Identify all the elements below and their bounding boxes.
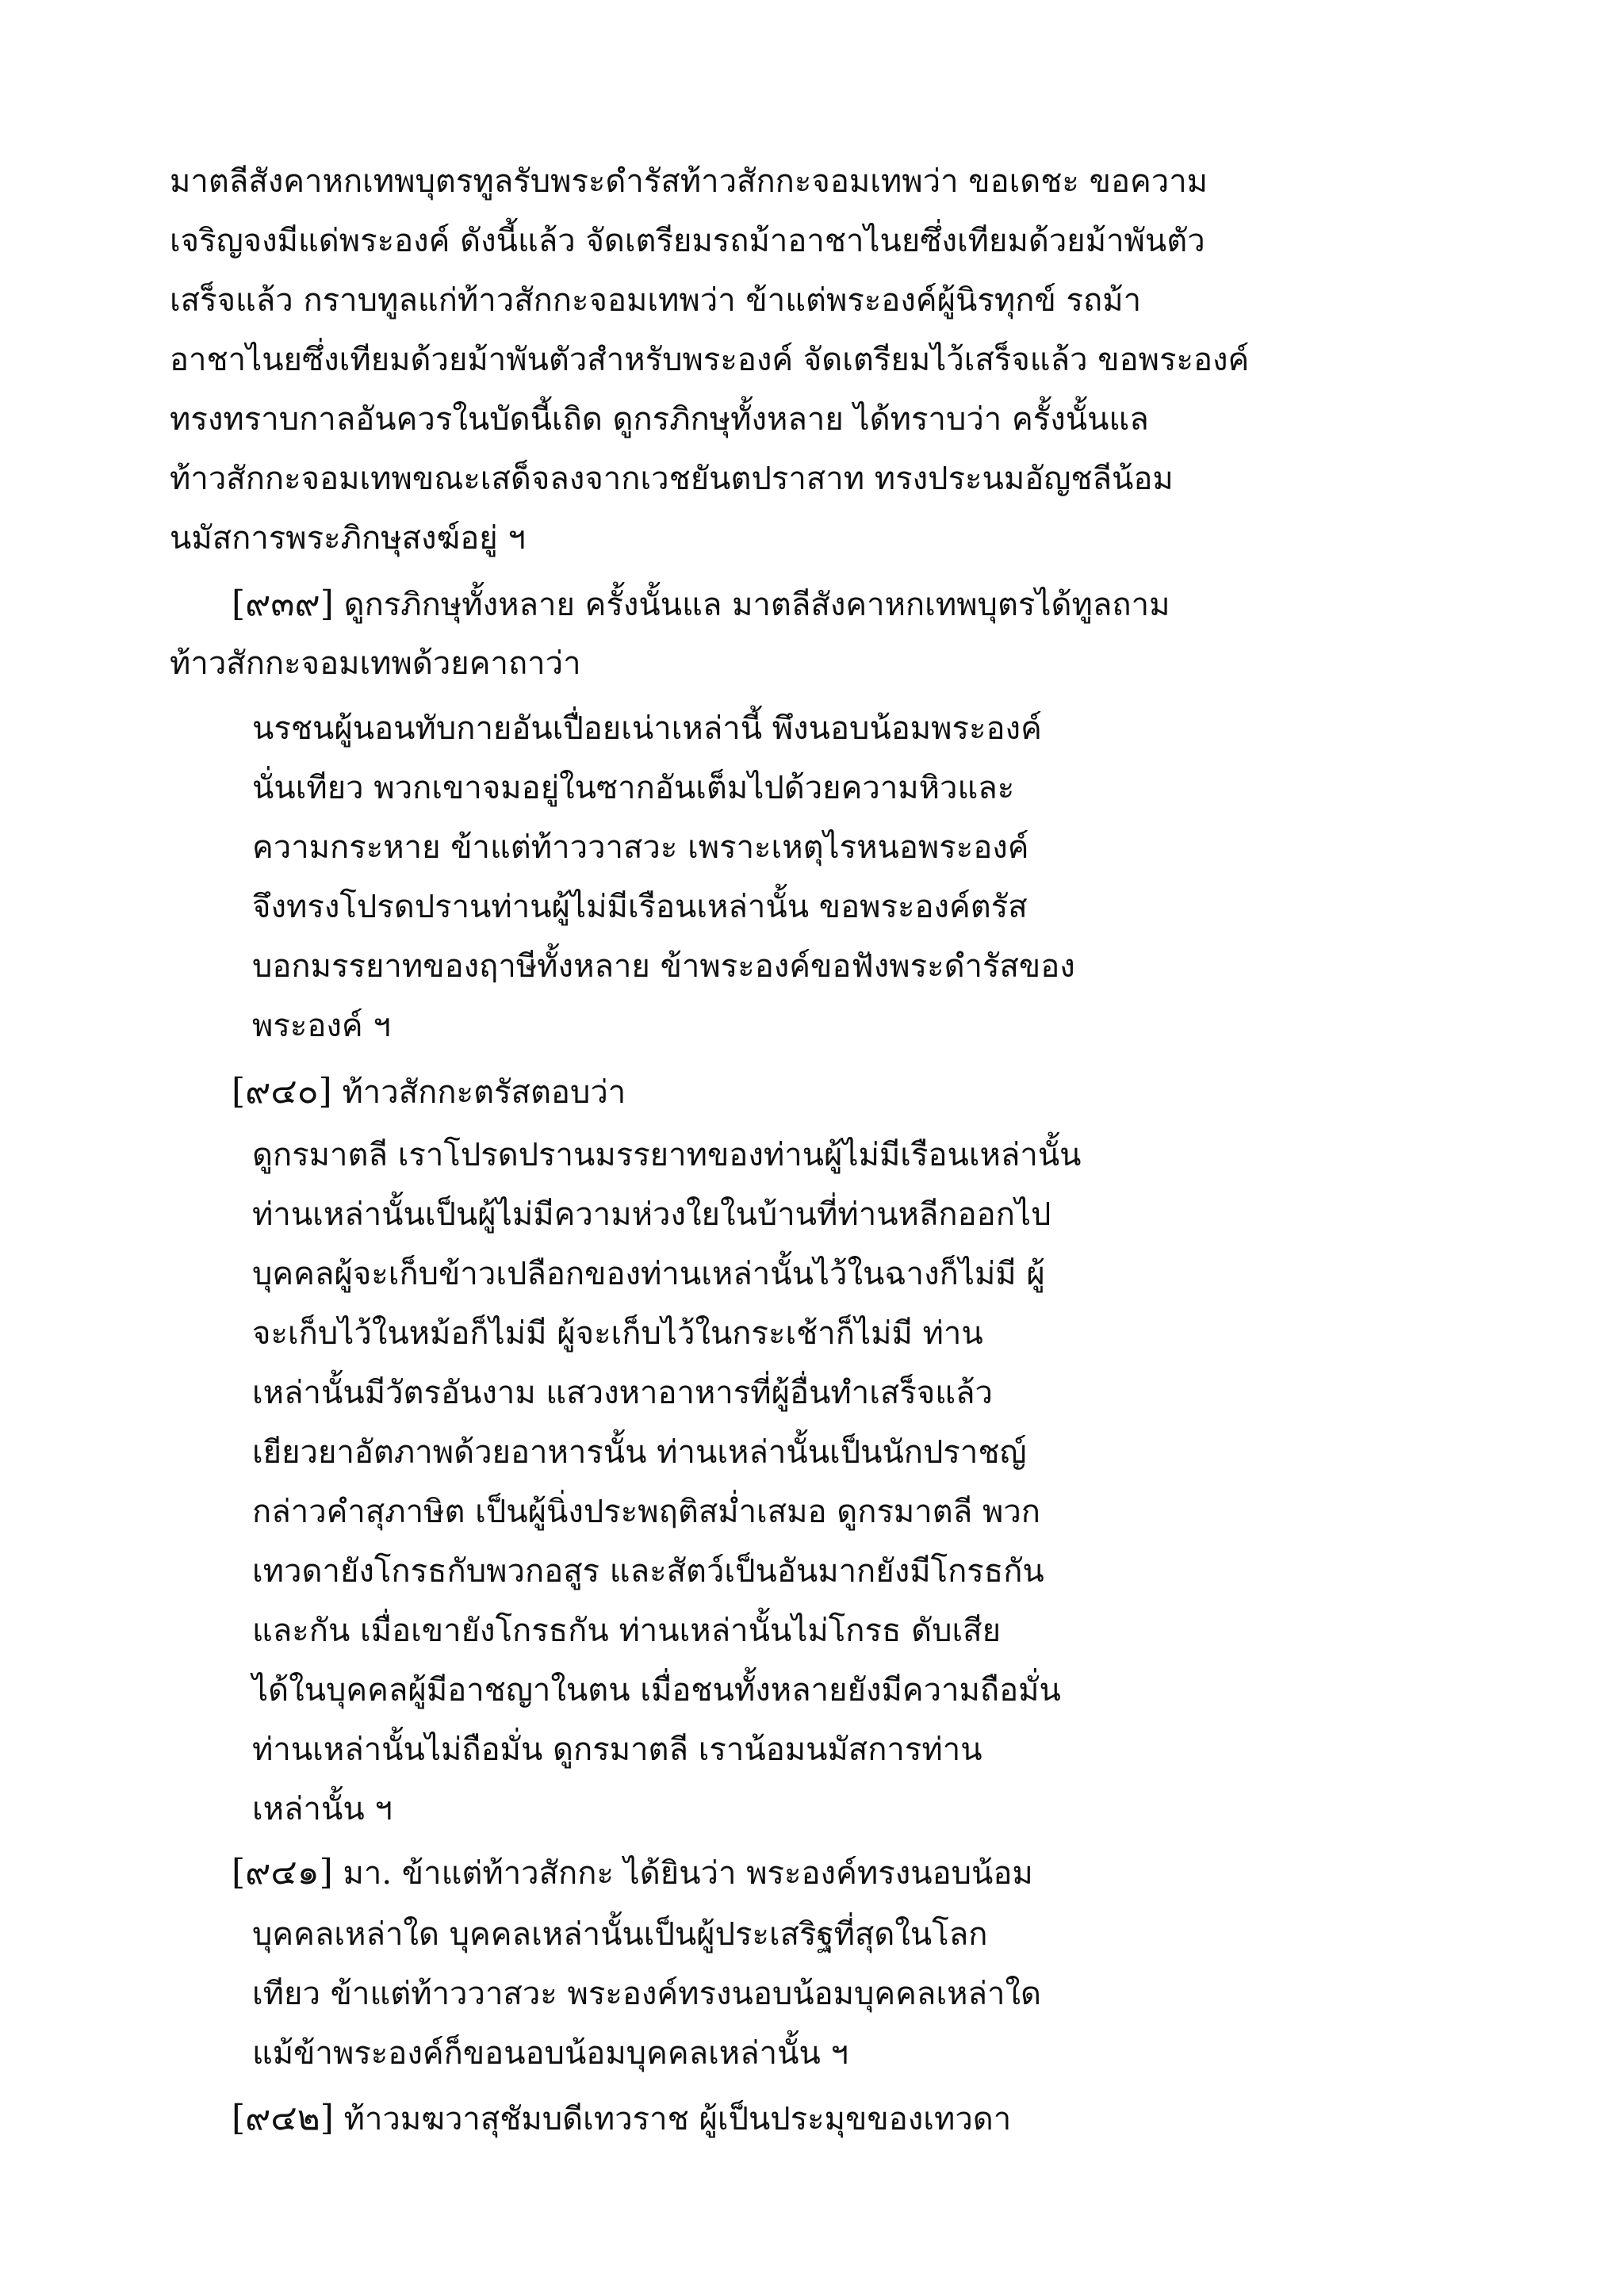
verse-line: เหล่านั้น ฯ (252, 1791, 393, 1827)
verse-line: กล่าวคำสุภาษิต เป็นผู้นิ่งประพฤติสม่ำเสมอ ดูกรมาตลี พวก (252, 1494, 1041, 1530)
verse-line: ท่านเหล่านั้นไม่ถือมั่น ดูกรมาตลี เราน้อมนมัสการท่าน (252, 1732, 982, 1768)
verse-line: นรชนผู้นอนทับกายอันเปื่อยเน่าเหล่านี้ พึงนอบน้อมพระองค์ (252, 710, 1042, 747)
section-941-heading (232, 1847, 1033, 1898)
verse-line: บุคคลเหล่าใด บุคคลเหล่านั้นเป็นผู้ประเสริฐที่สุดในโลก (252, 1916, 988, 1953)
paragraph-line: มาตลีสังคาหกเทพบุตรทูลรับพระดำรัสท้าวสักกะจอมเทพว่า ขอเดชะ ขอความ (170, 163, 1208, 200)
verse-line: เทียว ข้าแต่ท้าววาสวะ พระองค์ทรงนอบน้อมบุคคลเหล่าใด (252, 1976, 1041, 2012)
verse-line: บอกมรรยาทของฤาษีทั้งหลาย ข้าพระองค์ขอฟังพระดำรัสของ (252, 948, 1075, 985)
verse-line: ท่านเหล่านั้นเป็นผู้ไม่มีความห่วงใยในบ้านที่ท่านหลีกออกไป (252, 1196, 1051, 1233)
verse-line: ดูกรมาตลี เราโปรดปรานมรรยาทของท่านผู้ไม่มีเรือนเหล่านั้น (252, 1137, 1082, 1173)
verse-line: เทวดายังโกรธกับพวกอสูร และสัตว์เป็นอันมากยังมีโกรธกัน (252, 1553, 1044, 1590)
section-942-heading (232, 2093, 1011, 2144)
paragraph-line: อาชาไนยซึ่งเทียมด้วยม้าพันตัวสำหรับพระองค์ จัดเตรียมไว้เสร็จแล้ว ขอพระองค์ (170, 342, 1250, 378)
verse-line: ได้ในบุคคลผู้มีอาชญาในตน เมื่อชนทั้งหลายยังมีความถือมั่น (252, 1672, 1061, 1709)
section-940-heading (232, 1066, 626, 1117)
paragraph-line: เสร็จแล้ว กราบทูลแก่ท้าวสักกะจอมเทพว่า ข้าแต่พระองค์ผู้นิรทุกข์ รถม้า (170, 282, 1142, 319)
paragraph-line: ท้าวสักกะจอมเทพขณะเสด็จลงจากเวชยันตปราสาท ทรงประนมอัญชลีน้อม (170, 461, 1174, 497)
section-number: [๙๔๒] (232, 2098, 334, 2138)
verse-line: พระองค์ ฯ (252, 1008, 391, 1044)
section-intro-text: ท้าวมฆวาสุชัมบดีเทวราช ผู้เป็นประมุขของเทวดา (343, 2101, 1012, 2137)
paragraph-line: ทรงทราบกาลอันควรในบัดนี้เถิด ดูกรภิกษุทั้งหลาย ได้ทราบว่า ครั้งนั้นแล (170, 401, 1149, 438)
section-number: [๙๔๑] (232, 1852, 333, 1892)
section-939-heading (232, 579, 1170, 629)
verse-line: ความกระหาย ข้าแต่ท้าววาสวะ เพราะเหตุไรหนอพระองค์ (252, 829, 1029, 866)
verse-line: บุคคลผู้จะเก็บข้าวเปลือกของท่านเหล่านั้นไว้ในฉางก็ไม่มี ผู้ (252, 1256, 1045, 1292)
verse-line: จะเก็บไว้ในหม้อก็ไม่มี ผู้จะเก็บไว้ในกระเช้าก็ไม่มี ท่าน (252, 1315, 983, 1352)
verse-line: เยียวยาอัตภาพด้วยอาหารนั้น ท่านเหล่านั้นเป็นนักปราชญ์ (252, 1434, 1027, 1471)
paragraph-line: นมัสการพระภิกษุสงฆ์อยู่ ฯ (170, 520, 526, 557)
verse-line: นั่นเทียว พวกเขาจมอยู่ในซากอันเต็มไปด้วยความหิวและ (252, 770, 1015, 806)
section-intro-text: ดูกรภิกษุทั้งหลาย ครั้งนั้นแล มาตลีสังคาหกเทพบุตรได้ทูลถาม (343, 587, 1170, 623)
paragraph-line: ท้าวสักกะจอมเทพด้วยคาถาว่า (170, 645, 581, 682)
paragraph-line: เจริญจงมีแด่พระองค์ ดังนี้แล้ว จัดเตรียมรถม้าอาชาไนยซึ่งเทียมด้วยม้าพันตัว (170, 223, 1205, 259)
section-number: [๙๔๐] (232, 1071, 332, 1112)
verse-line: และกัน เมื่อเขายังโกรธกัน ท่านเหล่านั้นไม่โกรธ ดับเสีย (252, 1613, 1002, 1649)
section-intro-text: มา. ข้าแต่ท้าวสักกะ ได้ยินว่า พระองค์ทรงนอบน้อม (343, 1855, 1033, 1892)
verse-line: เหล่านั้นมีวัตรอันงาม แสวงหาอาหารที่ผู้อื่นทำเสร็จแล้ว (252, 1375, 994, 1411)
section-number: [๙๓๙] (232, 584, 334, 624)
section-intro-text: ท้าวสักกะตรัสตอบว่า (342, 1074, 626, 1111)
verse-line: แม้ข้าพระองค์ก็ขอนอบน้อมบุคคลเหล่านั้น ฯ (252, 2035, 848, 2072)
verse-line: จึงทรงโปรดปรานท่านผู้ไม่มีเรือนเหล่านั้น ขอพระองค์ตรัส (252, 889, 1028, 925)
